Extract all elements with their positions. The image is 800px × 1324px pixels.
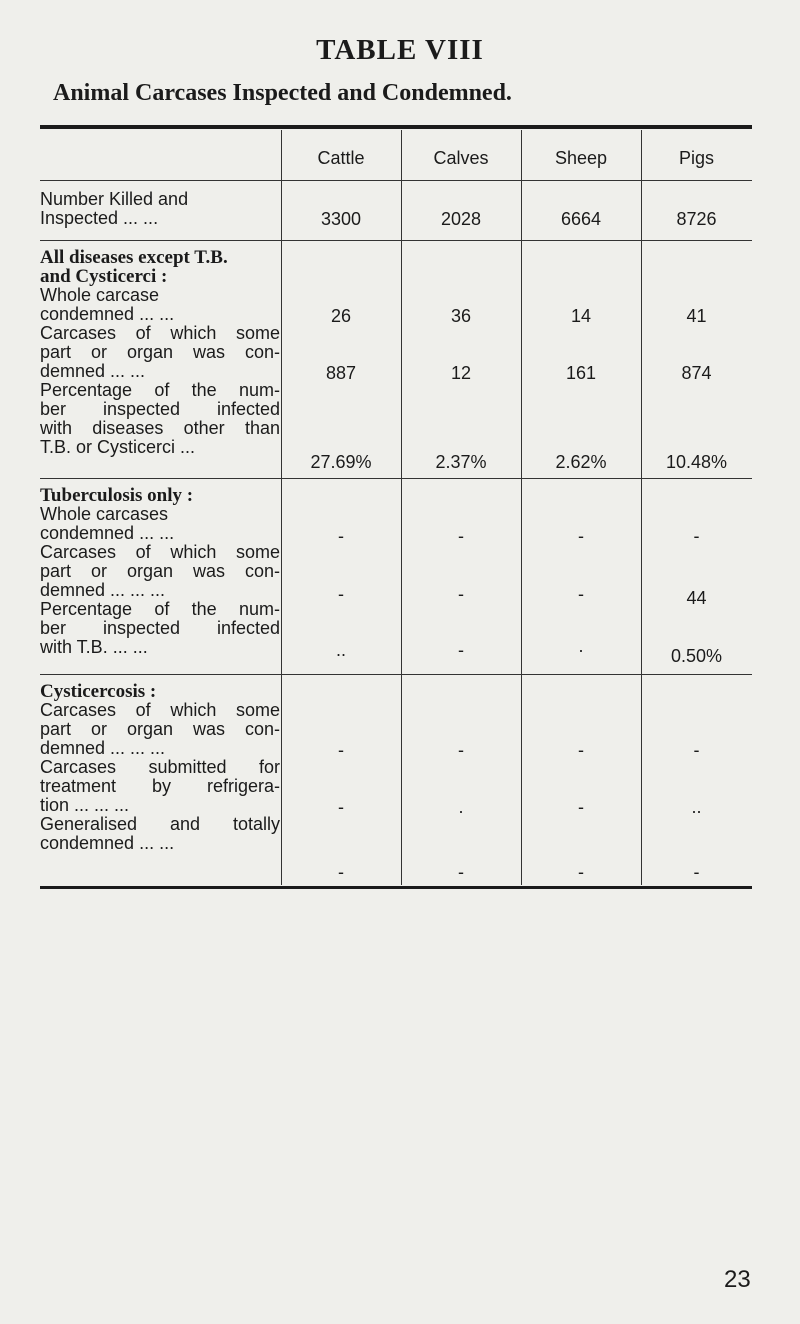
value-pct-pigs: 10.48% — [665, 452, 728, 472]
value-cys-refrig-calves: . — [458, 797, 464, 817]
value-tb-pct-sheep: · — [578, 640, 584, 660]
value-cys-general-pigs: - — [693, 862, 700, 882]
section-rule-3 — [40, 674, 752, 675]
value-cys-part-pigs: - — [693, 740, 700, 760]
header-sheep: Sheep — [554, 148, 608, 168]
value-tb-part-cattle: - — [338, 584, 344, 604]
col-divider-3 — [521, 130, 522, 885]
value-cys-part-calves: - — [458, 740, 464, 760]
value-tb-pct-cattle: .. — [335, 640, 346, 660]
value-pct-sheep: 2.62% — [555, 452, 607, 472]
value-part-pigs: 874 — [681, 363, 712, 383]
value-tb-whole-calves: - — [458, 526, 464, 546]
value-part-sheep: 161 — [565, 363, 597, 383]
value-number-killed-calves: 2028 — [440, 209, 482, 229]
value-cys-refrig-pigs: .. — [691, 797, 702, 817]
value-tb-whole-sheep: - — [578, 526, 584, 546]
col-divider-4 — [641, 130, 642, 885]
value-number-killed-sheep: 6664 — [560, 209, 602, 229]
value-cys-general-cattle: - — [338, 862, 344, 882]
top-rule — [40, 125, 752, 129]
value-whole-calves: 36 — [450, 306, 472, 326]
label-cysticercosis: Cysticercosis : Carcases of which some part or organ was con- demned ... ... ... Carcases submitted for treatment by refrigera- tion ... ... ... Generalised and totally condemned ... ... — [40, 681, 280, 853]
col-divider-2 — [401, 130, 402, 885]
value-part-calves: 12 — [450, 363, 472, 383]
label-tuberculosis: Tuberculosis only : Whole carcases condemned ... ... Carcases of which some part or organ was con- demned ... ... ... Percentage of the num- ber inspected infected with T.B. ... ... — [40, 485, 280, 657]
value-cys-refrig-cattle: - — [338, 797, 344, 817]
value-cys-refrig-sheep: - — [578, 797, 584, 817]
header-rule — [40, 180, 752, 181]
col-divider-1 — [281, 130, 282, 885]
value-tb-part-sheep: - — [578, 584, 584, 604]
page-number: 23 — [724, 1266, 751, 1293]
value-whole-pigs: 41 — [686, 306, 707, 326]
table-title: TABLE VIII — [316, 34, 484, 66]
value-pct-calves: 2.37% — [435, 452, 487, 472]
header-cattle: Cattle — [317, 148, 365, 168]
value-cys-part-sheep: - — [578, 740, 584, 760]
label-all-diseases: All diseases except T.B. and Cysticerci : Whole carcase condemned ... ... Carcases of which some part or organ was con- demned ... ... Percentage of the num- ber inspected infected with diseases other than T.B. or Cysticerci ... — [40, 247, 280, 457]
header-calves: Calves — [433, 148, 489, 168]
value-cys-general-calves: - — [458, 862, 464, 882]
bottom-rule — [40, 886, 752, 889]
value-tb-whole-cattle: - — [338, 526, 344, 546]
section-rule-2 — [40, 478, 752, 479]
value-cys-part-cattle: - — [338, 740, 344, 760]
value-whole-sheep: 14 — [570, 306, 592, 326]
section-rule-1 — [40, 240, 752, 241]
value-tb-whole-pigs: - — [693, 526, 700, 546]
table-subtitle: Animal Carcases Inspected and Condemned. — [53, 80, 512, 106]
value-number-killed-pigs: 8726 — [676, 209, 717, 229]
value-part-cattle: 887 — [325, 363, 357, 383]
value-tb-part-pigs: 44 — [686, 588, 707, 608]
value-whole-cattle: 26 — [330, 306, 352, 326]
value-pct-cattle: 27.69% — [310, 452, 372, 472]
value-tb-pct-pigs: 0.50% — [670, 646, 723, 666]
value-number-killed-cattle: 3300 — [320, 209, 362, 229]
header-pigs: Pigs — [678, 148, 714, 168]
label-number-killed: Number Killed and Inspected ... ... — [40, 189, 189, 228]
value-cys-general-sheep: - — [578, 862, 584, 882]
value-tb-pct-calves: - — [458, 640, 464, 660]
value-tb-part-calves: - — [458, 584, 464, 604]
